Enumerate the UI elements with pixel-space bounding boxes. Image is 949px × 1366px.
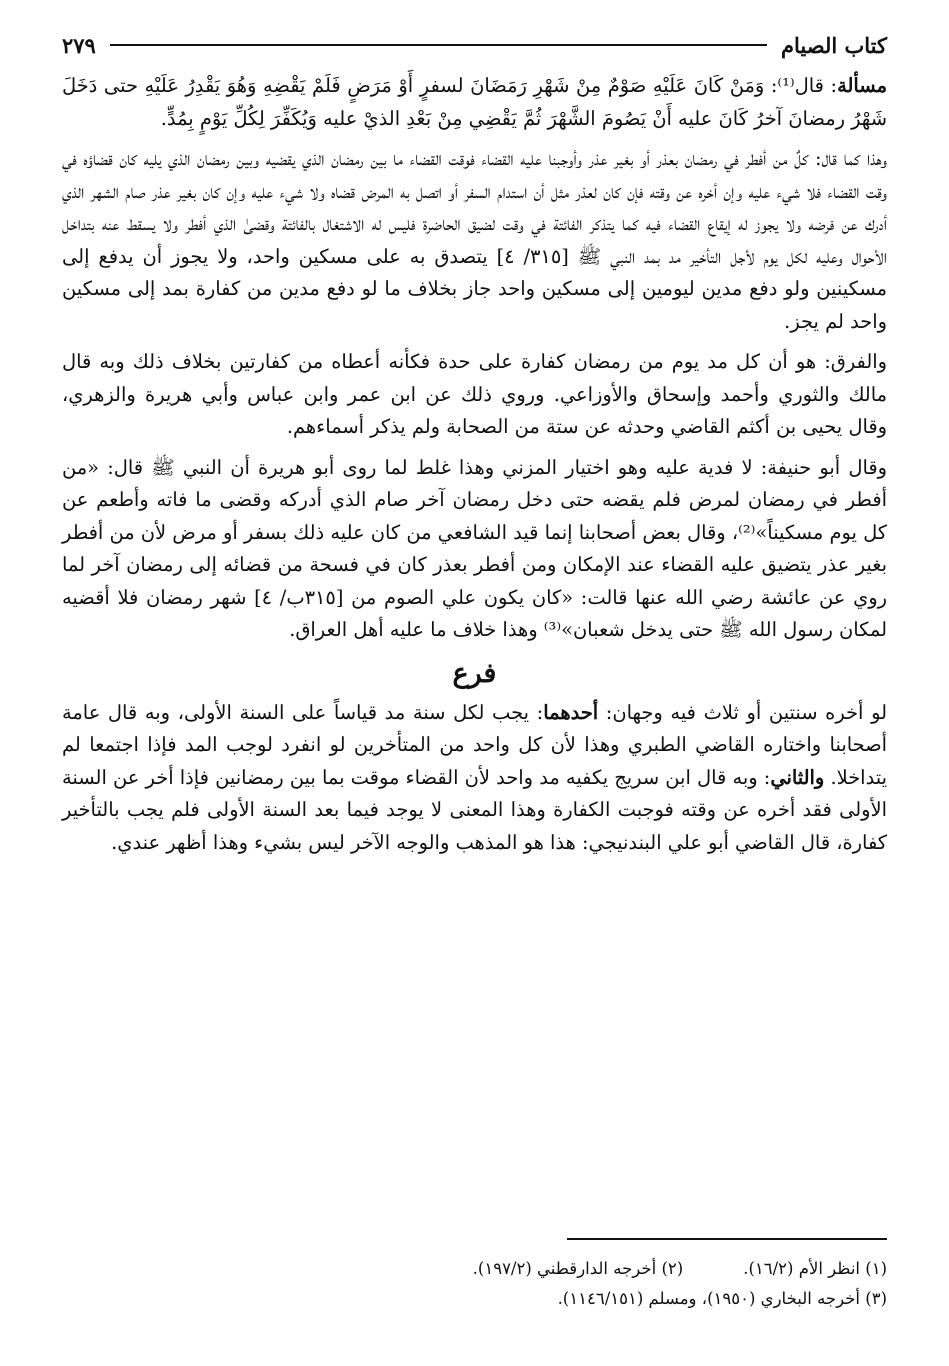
second-opinion-label: والثاني — [770, 765, 825, 789]
footnote-2: (٢) أخرجه الدارقطني (١٩٧/٢). — [472, 1259, 684, 1278]
paragraph-text: وهذا كما قال: كلٌ من أفطر في رمضان بعذر أو بغير عذر وأوجبنا عليه القضاء فوقت القضاء ما بين رمضان الذي يقضيه وبين رمضان الذي يليه كان قضاؤه في وقت القضاء فلا شيء عليه وإن أخره عن وقته فإن كان لعذر مثل أن استدام السفر أو اتصل به المرض قضاه ولا شيء عليه وإن كان بغير عذر صام الشهر الذي أدرك عن فرضه ولا يجوز له إيقاع القضاء فيه كما يتذكر الفائتة في وقت لضيق الحاضرة فليس له الاشتغال بالفائتة وقضىٰ الذي أفطر ولا يسقط عنه بتداخل الأحوال وعليه لكل يوم لأجل التأخير مد بمد النبي ﷺ [٣١٥/ ٤] يتصدق به على مسكين واحد، ولا يجوز أن يدفع إلى مسكينين ولو دفع مدين ليومين إلى مسكين واحد جاز بخلاف ما لو دفع مدين من كفارة بمد إلى مسكين واحد لم يجز. — [62, 147, 887, 333]
page-header — [62, 28, 887, 62]
footnote-1: (١) انظر الأم (١٦/٢). — [743, 1259, 887, 1278]
paragraph-text: لو أخره سنتين أو ثلاث فيه وجهان: — [598, 700, 887, 724]
footnote-row — [62, 1284, 887, 1314]
paragraph-text: : يجب لكل سنة مد قياساً على السنة الأولى، وبه قال عامة أصحابنا واختاره القاضي الطبري وهذا لأن كل واحد من المتأخرين لو انفرد لوجب المد فإذا اجتمعا لم يتداخلا. — [62, 700, 888, 789]
paragraph-far — [62, 697, 887, 860]
section-heading: فرع — [452, 657, 497, 689]
footnote-3: (٣) أخرجه البخاري (١٩٥٠)، ومسلم (١١٤٦/١٥١). — [557, 1289, 887, 1308]
footnote-row — [62, 1254, 887, 1284]
paragraph-commentary — [62, 143, 887, 338]
header-rule — [110, 44, 767, 46]
paragraph-masala — [62, 70, 887, 135]
paragraph-text: : وبه قال ابن سريج يكفيه مد واحد لأن القضاء موقت بما بين رمضانين فإذا أخر عن السنة الأولى فقد أخره عن وقته فوجبت الكفارة وهذا المعنى لا يوجد فيما بعد السنة الأولى فلم يجب بالتأخير كفارة، قال القاضي أبو علي البندنيجي: هذا هو المذهب والوجه الآخر ليس بشيء وهذا أظهر عندي. — [62, 765, 887, 854]
page-number: ٢٧٩ — [62, 32, 96, 58]
first-opinion-label: أحدهما — [543, 700, 599, 724]
paragraph-text: وقال أبو حنيفة: لا فدية عليه وهو اختيار المزني وهذا غلط لما روى أبو هريرة أن النبي ﷺ قال: «من أفطر في رمضان لمرض فلم يقضه حتى دخل رمضان آخر صام الذي أدركه وقضى ما فاته وأطعم عن كل يوم مسكيناً»⁽²⁾، وقال بعض أصحابنا إنما قيد الشافعي من كان عليه ذلك بسفر أو مرض لأن من أفطر بغير عذر يتضيق عليه القضاء عند الإمكان ومن أفطر بعذر كان في فسحة من قضائه إلى رمضان آخر لما روي عن عائشة رضي الله عنها قالت: «كان يكون علي الصوم من [٣١٥ب/ ٤] شهر رمضان فلا أقضيه لمكان رسول الله ﷺ حتى يدخل شعبان»⁽³⁾ وهذا خلاف ما عليه أهل العراق. — [62, 455, 887, 641]
paragraph-text: : قال⁽¹⁾: وَمَنْ كَانَ عَلَيْهِ صَوْمٌ مِنْ شَهْرِ رَمَضَانَ لسفرٍ أَوْ مَرَضٍ فَلَمْ يَقْضِهِ وَهُوَ يَقْدِرُ عَلَيْهِ حتى دَخَلَ شَهْرُ رمضانَ آخرُ كَانَ عليه أَنْ يَصُومَ الشَّهْرَ ثُمَّ يَقْضِي مِنْ بَعْدِ الذيْ عليه وَيُكَفِّرَ لِكُلِّ يَوْمٍ بِمُدٍّ. — [62, 74, 887, 130]
book-title: كتاب الصيام — [781, 32, 887, 58]
footnote-rule — [567, 1238, 887, 1240]
paragraph-abu-hanifa — [62, 452, 887, 647]
paragraph-text: والفرق: هو أن كل مد يوم من رمضان كفارة على حدة فكأنه أعطاه من كفارتين بخلاف ذلك وبه قال مالك والثوري وأحمد وإسحاق والأوزاعي. وروي ذلك عن ابن عمر وابن عباس وأبي هريرة والزهري، وقال يحيى بن أكثم القاضي وحدثه عن ستة من الصحابة ولم يذكر أسماءهم. — [62, 350, 887, 438]
footnotes — [62, 1238, 887, 1314]
paragraph-difference — [62, 346, 887, 444]
masala-label: مسألة — [837, 74, 887, 97]
